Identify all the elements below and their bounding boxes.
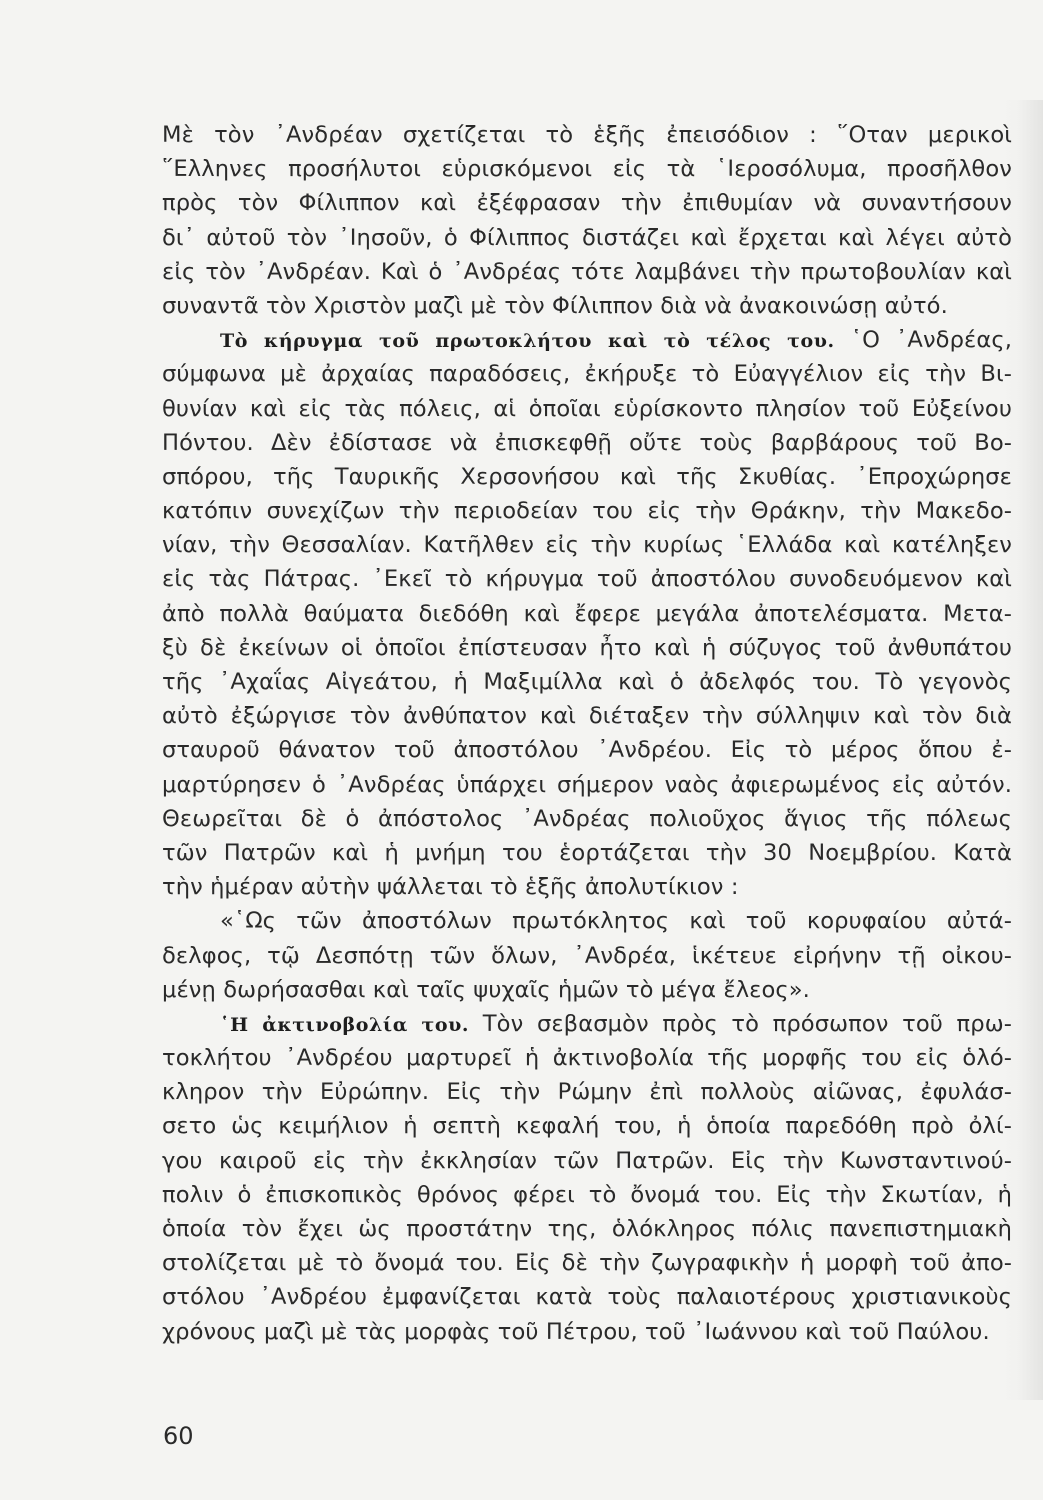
hymn-line: δελφος, τῷ Δεσπότῃ τῶν ὅλων, ᾿Ανδρέα, ἱκέτευε εἰρήνην τῇ οἰκου- <box>162 942 1012 969</box>
text-line: τὴν ἡμέραν αὐτὴν ψάλλεται τὸ ἑξῆς ἀπολυτίκιον : <box>162 874 739 901</box>
hymn-line: μένῃ δωρήσασθαι καὶ ταῖς ψυχαῖς ἡμῶν τὸ μέγα ἔλεος». <box>162 976 810 1003</box>
text-line: πολιν ὁ ἐπισκοπικὸς θρόνος φέρει τὸ ὄνομά του. Εἰς τὴν Σκωτίαν, ἡ <box>162 1181 1012 1208</box>
text-line: εἰς τὸν ᾿Ανδρέαν. Καὶ ὁ ᾿Ανδρέας τότε λαμβάνει τὴν πρωτοβουλίαν καὶ <box>162 258 1012 285</box>
text-line: Μὲ τὸν ᾿Ανδρέαν σχετίζεται τὸ ἑξῆς ἐπεισόδιον : ῞Οταν μερικοὶ <box>162 122 1012 148</box>
text-line: χρόνους μαζὶ μὲ τὰς μορφὰς τοῦ Πέτρου, τοῦ ᾿Ιωάννου καὶ τοῦ Παύλου. <box>162 1318 990 1345</box>
text-line: στολίζεται μὲ τὸ ὄνομά του. Εἰς δὲ τὴν ζωγραφικὴν ἡ μορφὴ τοῦ ἀπο- <box>162 1250 1012 1277</box>
text-line: ξὺ δὲ ἐκείνων οἱ ὁποῖοι ἐπίστευσαν ἦτο καὶ ἡ σύζυγος τοῦ ἀνθυπάτου <box>162 634 1012 661</box>
body-text <box>162 118 1012 1349</box>
text-line: σταυροῦ θάνατον τοῦ ἀποστόλου ᾿Ανδρέου. Εἰς τὸ μέρος ὅπου ἐ- <box>162 737 1012 764</box>
text-line: σετο ὡς κειμήλιον ἡ σεπτὴ κεφαλή του, ἡ ὁποία παρεδόθη πρὸ ὀλί- <box>162 1113 1012 1140</box>
section-heading-preaching: Τὸ κήρυγμα τοῦ πρωτοκλήτου καὶ τὸ τέλος του. <box>220 330 835 353</box>
text-line: πρὸς τὸν Φίλιππον καὶ ἐξέφρασαν τὴν ἐπιθυμίαν νὰ συναντήσουν <box>162 190 1012 217</box>
text-line: ὁποία τὸν ἔχει ὡς προστάτην της, ὁλόκληρος πόλις πανεπιστημιακὴ <box>162 1216 1012 1242</box>
text-line-with-heading <box>162 323 1012 357</box>
hymn-line: «῾Ως τῶν ἀποστόλων πρωτόκλητος καὶ τοῦ κορυφαίου αὐτά- <box>220 908 1012 935</box>
text-line: Θεωρεῖται δὲ ὁ ἀπόστολος ᾿Ανδρέας πολιοῦχος ἅγιος τῆς πόλεως <box>162 805 1012 832</box>
text-fragment: Τὸν σεβασμὸν πρὸς τὸ πρόσωπον τοῦ πρω- <box>482 1010 1012 1037</box>
text-line: ἀπὸ πολλὰ θαύματα διεδόθη καὶ ἔφερε μεγάλα ἀποτελέσματα. Μετα- <box>162 600 1012 627</box>
text-line: θυνίαν καὶ εἰς τὰς πόλεις, αἱ ὁποῖαι εὑρίσκοντο πλησίον τοῦ Εὐξείνου <box>162 395 1012 422</box>
text-line: κληρον τὴν Εὐρώπην. Εἰς τὴν Ρώμην ἐπὶ πολλοὺς αἰῶνας, ἐφυλάσ- <box>162 1079 1012 1106</box>
page-number: 60 <box>163 1422 194 1450</box>
text-line: συναντᾶ τὸν Χριστὸν μαζὶ μὲ τὸν Φίλιππον διὰ νὰ ἀνακοινώσῃ αὐτό. <box>162 292 948 319</box>
text-line: κατόπιν συνεχίζων τὴν περιοδείαν του εἰς τὴν Θράκην, τὴν Μακεδο- <box>162 498 1012 525</box>
text-line: δι᾿ αὐτοῦ τὸν ᾿Ιησοῦν, ὁ Φίλιππος διστάζει καὶ ἔρχεται καὶ λέγει αὐτὸ <box>162 224 1012 251</box>
section-heading-radiance: ῾Η ἀκτινοβολία του. <box>220 1013 470 1036</box>
text-line: σπόρου, τῆς Ταυρικῆς Χερσονήσου καὶ τῆς Σκυθίας. ᾿Επροχώρησε <box>162 463 1012 490</box>
text-line-with-heading <box>162 1007 1012 1041</box>
text-line: ῞Ελληνες προσήλυτοι εὑρισκόμενοι εἰς τὰ ῾Ιεροσόλυμα, προσῆλθον <box>162 156 1012 183</box>
text-line: τῶν Πατρῶν καὶ ἡ μνήμη του ἑορτάζεται τὴν 30 Νοεμβρίου. Κατὰ <box>162 839 1012 866</box>
text-line: σύμφωνα μὲ ἀρχαίας παραδόσεις, ἐκήρυξε τὸ Εὐαγγέλιον εἰς τὴν Βι- <box>162 361 1012 388</box>
text-line: εἰς τὰς Πάτρας. ᾿Εκεῖ τὸ κήρυγμα τοῦ ἀποστόλου συνοδευόμενον καὶ <box>162 566 1012 593</box>
text-line: αὐτὸ ἐξώργισε τὸν ἀνθύπατον καὶ διέταξεν τὴν σύλληψιν καὶ τὸν διὰ <box>162 703 1012 730</box>
text-line: τοκλήτου ᾿Ανδρέου μαρτυρεῖ ἡ ἀκτινοβολία τῆς μορφῆς του εἰς ὁλό- <box>162 1045 1012 1072</box>
text-fragment: ῾Ο ᾿Ανδρέας, <box>850 327 1012 354</box>
text-line: μαρτύρησεν ὁ ᾿Ανδρέας ὑπάρχει σήμερον ναὸς ἀφιερωμένος εἰς αὐτόν. <box>162 771 1012 798</box>
text-line: νίαν, τὴν Θεσσαλίαν. Κατῆλθεν εἰς τὴν κυρίως ῾Ελλάδα καὶ κατέληξεν <box>162 532 1012 559</box>
text-line: γου καιροῦ εἰς τὴν ἐκκλησίαν τῶν Πατρῶν. Εἰς τὴν Κωνσταντινού- <box>162 1147 1012 1174</box>
text-line: τῆς ᾿Αχαΐας Αἰγεάτου, ἡ Μαξιμίλλα καὶ ὁ ἀδελφός του. Τὸ γεγονὸς <box>162 669 1012 695</box>
text-line: Πόντου. Δὲν ἐδίστασε νὰ ἐπισκεφθῇ οὔτε τοὺς βαρβάρους τοῦ Βο- <box>162 429 1012 456</box>
text-line: στόλου ᾿Ανδρέου ἐμφανίζεται κατὰ τοὺς παλαιοτέρους χριστιανικοὺς <box>162 1284 1012 1311</box>
